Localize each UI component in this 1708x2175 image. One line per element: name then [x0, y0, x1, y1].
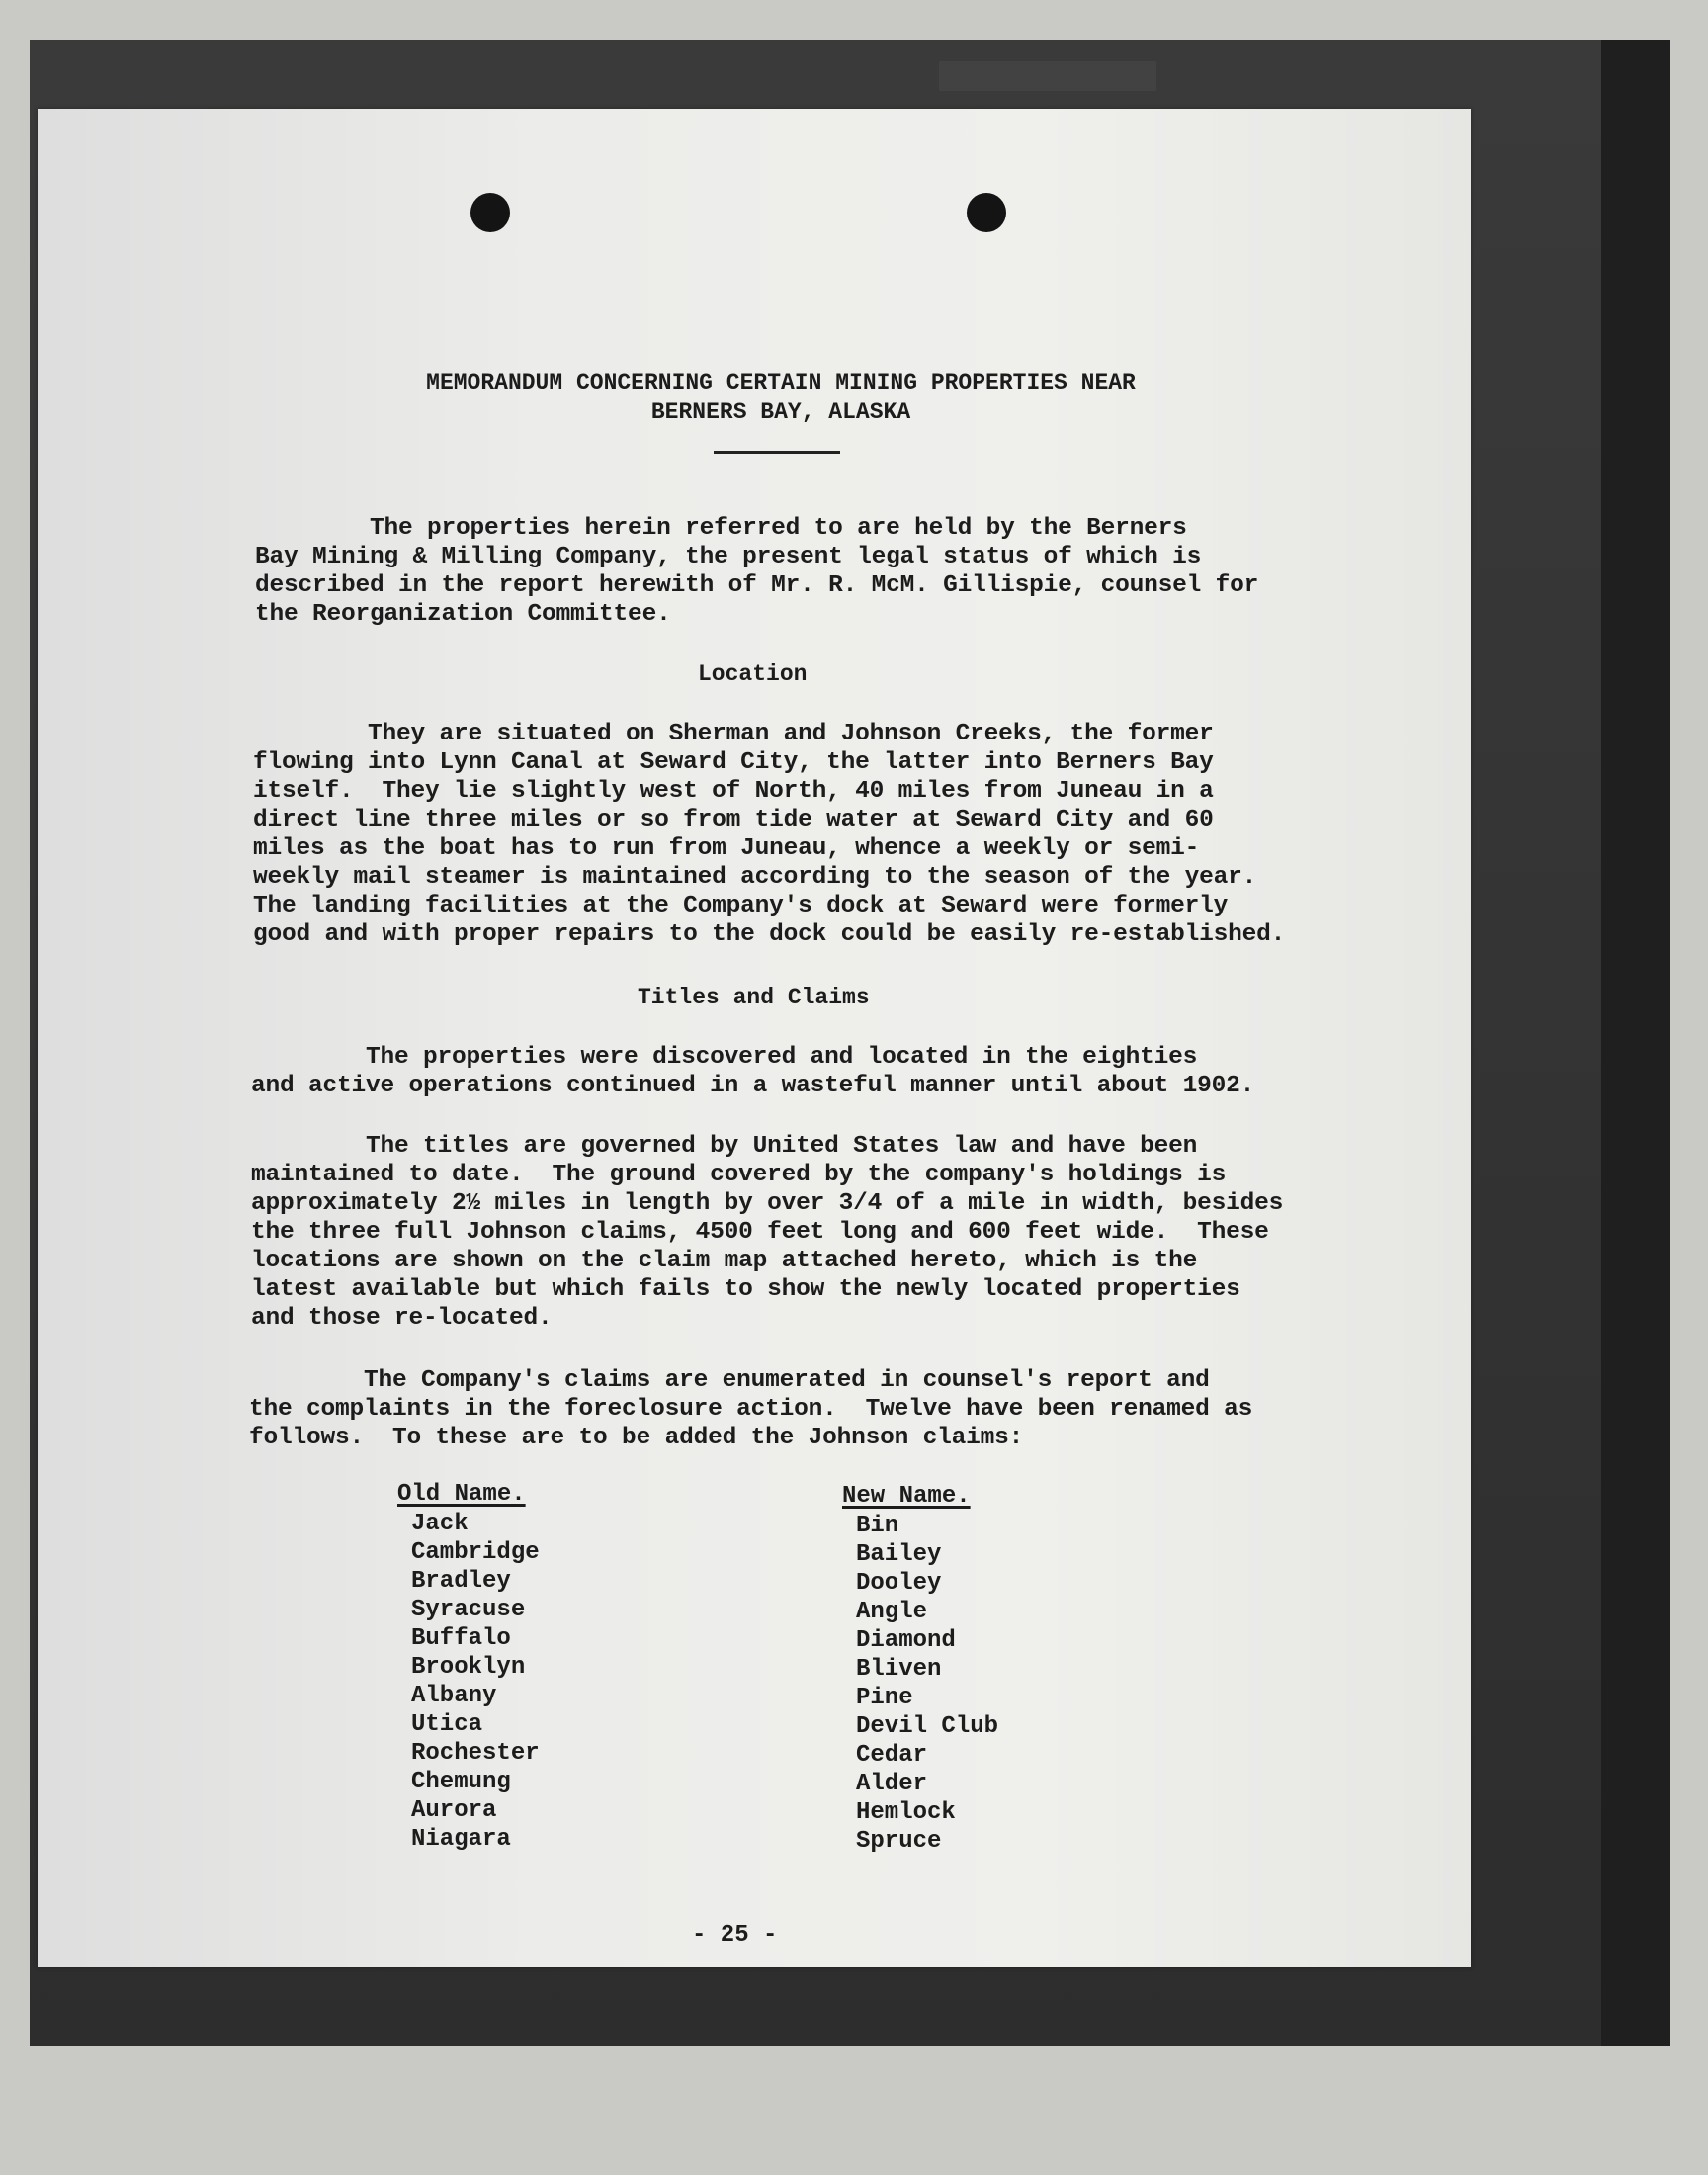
- location-heading: Location: [698, 661, 808, 687]
- scan-border-right: [1601, 40, 1670, 2046]
- new-name-item: Bin: [856, 1513, 899, 1539]
- old-name-item: Rochester: [411, 1740, 540, 1767]
- titles-paragraph-1: The properties were discovered and located in the eighties and active operations continued in a wasteful manner until about 1902.: [251, 1044, 1255, 1099]
- titles-paragraph-3: The Company's claims are enumerated in counsel's report and the complaints in the foreclosure action. Twelve have been renamed as follows. To these are to be added the Johnson claims:: [249, 1367, 1253, 1451]
- old-names-column: [397, 1480, 540, 1854]
- new-name-item: Bailey: [856, 1541, 942, 1568]
- page-number: - 25 -: [692, 1922, 778, 1949]
- punch-hole-left: [470, 193, 510, 232]
- old-name-heading: Old Name.: [397, 1481, 526, 1508]
- old-name-item: Aurora: [411, 1797, 497, 1824]
- old-name-item: Utica: [411, 1711, 483, 1738]
- old-name-item: Bradley: [411, 1568, 511, 1595]
- intro-paragraph: The properties herein referred to are held by the Berners Bay Mining & Milling Company, the present legal status of which is described in the report herewith of Mr. R. McM. Gillispie, counsel for the Reorganization Committee.: [255, 515, 1259, 628]
- old-name-item: Chemung: [411, 1769, 511, 1795]
- new-name-item: Cedar: [856, 1742, 928, 1769]
- new-name-item: Spruce: [856, 1828, 942, 1855]
- new-name-item: Hemlock: [856, 1799, 956, 1826]
- new-name-item: Bliven: [856, 1656, 942, 1683]
- punch-hole-right: [967, 193, 1006, 232]
- memo-title: [257, 368, 1305, 427]
- new-name-item: Dooley: [856, 1570, 942, 1597]
- old-name-item: Niagara: [411, 1826, 511, 1853]
- new-name-item: Devil Club: [856, 1713, 999, 1740]
- new-name-item: Diamond: [856, 1627, 956, 1654]
- titles-paragraph-2: The titles are governed by United States law and have been maintained to date. The ground covered by the company's holdings is approximately 2½ miles in length by over 3/4 of a mile in width, besides the three full Johnson claims, 4500 feet long and 600 feet wide. These locations are shown on the claim map attached hereto, which is the latest available but which fails to show the newly located properties and those re-located.: [251, 1133, 1284, 1332]
- new-name-heading: New Name.: [842, 1483, 971, 1510]
- old-name-item: Brooklyn: [411, 1654, 526, 1681]
- memo-title-line2: BERNERS BAY, ALASKA: [650, 399, 911, 425]
- old-name-item: Albany: [411, 1683, 497, 1709]
- new-name-item: Angle: [856, 1599, 928, 1625]
- titles-heading: Titles and Claims: [638, 985, 870, 1010]
- location-paragraph: They are situated on Sherman and Johnson Creeks, the former flowing into Lynn Canal at Seward City, the latter into Berners Bay itself. They lie slightly west of North, 40 miles from Juneau in a direct line three miles or so from tide water at Seward City and 60 miles as the boat has to run from Juneau, whence a weekly or semi- weekly mail steamer is maintained according to the season of the year. The landing facilities at the Company's dock at Seward were formerly good and with proper repairs to the dock could be easily re-established.: [253, 721, 1286, 948]
- title-underline: [714, 451, 840, 454]
- new-names-column: [842, 1482, 998, 1856]
- new-name-item: Alder: [856, 1771, 928, 1797]
- old-name-item: Syracuse: [411, 1597, 526, 1623]
- old-name-item: Jack: [411, 1511, 469, 1537]
- new-name-item: Pine: [856, 1685, 913, 1711]
- old-name-item: Buffalo: [411, 1625, 511, 1652]
- old-name-item: Cambridge: [411, 1539, 540, 1566]
- scan-artifact: [939, 61, 1156, 91]
- memo-title-line1: MEMORANDUM CONCERNING CERTAIN MINING PROPERTIES NEAR: [426, 370, 1136, 395]
